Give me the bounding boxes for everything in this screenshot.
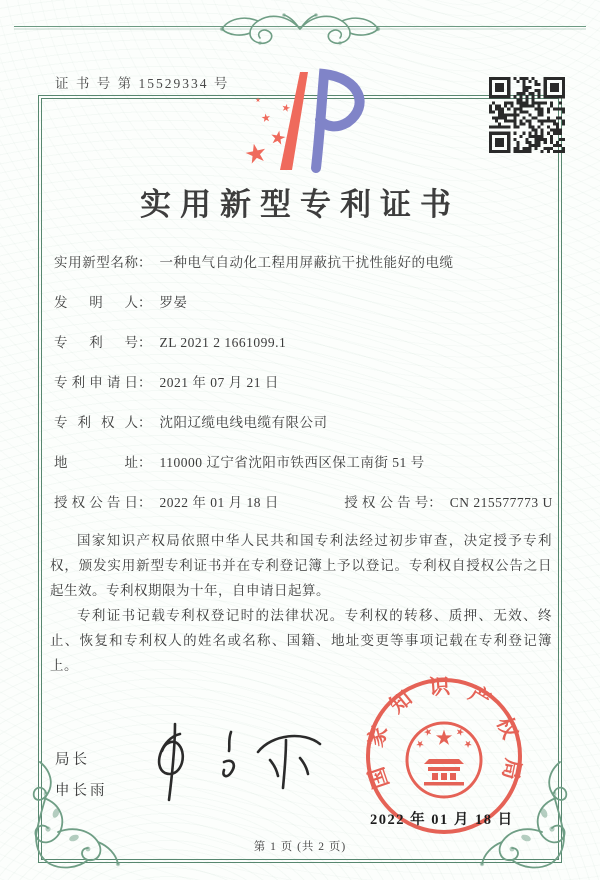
- field-label: 专利申请日: [54, 375, 138, 390]
- handwritten-signature-icon: [128, 718, 338, 810]
- field-colon: ：: [138, 335, 152, 350]
- field-row-patent-no: [54, 333, 554, 373]
- field-value: CN 215577773 U: [449, 495, 553, 510]
- field-value: ZL 2021 2 1661099.1: [159, 335, 287, 350]
- certificate-number: 证 书 号 第 15529334 号: [55, 76, 230, 91]
- national-emblem-icon: [415, 727, 474, 786]
- cnipa-logo-icon: [236, 66, 376, 180]
- field-value: 沈阳辽缆电线电缆有限公司: [159, 415, 328, 430]
- field-label: 授权公告日: [54, 495, 138, 510]
- field-value: 110000 辽宁省沈阳市铁西区保工南街 51 号: [159, 455, 425, 470]
- field-row-name: [54, 253, 554, 293]
- field-value: 一种电气自动化工程用屏蔽抗干扰性能好的电缆: [159, 255, 454, 270]
- field-value: 罗晏: [159, 295, 188, 310]
- field-colon: ：: [138, 495, 152, 510]
- top-center-ornament-icon: [200, 5, 400, 51]
- certificate-title: 实用新型专利证书: [140, 187, 460, 222]
- field-value: 2021 年 07 月 21 日: [159, 375, 279, 390]
- legal-text-section: [50, 528, 552, 678]
- field-row-address: [54, 453, 554, 493]
- field-value: 2022 年 01 月 18 日: [159, 495, 279, 510]
- field-label: 地址: [54, 455, 138, 470]
- field-colon: ：: [138, 415, 152, 430]
- legal-paragraph-1: 国家知识产权局依照中华人民共和国专利法经过初步审查，决定授予专利权，颁发实用新型专利证书并在专利登记簿上予以登记。专利权自授权公告之日起生效。专利权期限为十年，自申请日起算。: [50, 533, 552, 598]
- field-row-inventor: [54, 293, 554, 333]
- fields-section: [54, 253, 554, 533]
- field-label: 专利号: [54, 335, 138, 350]
- field-label: 发明人: [54, 295, 138, 310]
- seal-date: 2022 年 01 月 18 日: [370, 812, 514, 828]
- field-colon: ：: [138, 455, 152, 470]
- field-label: 实用新型名称: [54, 255, 138, 270]
- field-label: 授权公告号: [344, 495, 429, 510]
- field-row-patentee: [54, 413, 554, 453]
- grant-date-pair: [54, 495, 279, 510]
- field-colon: ：: [138, 255, 152, 270]
- field-label: 专利权人: [54, 415, 138, 430]
- grant-no-pair: [344, 495, 553, 510]
- field-colon: ：: [138, 295, 152, 310]
- field-row-filing-date: [54, 373, 554, 413]
- page-footer: 第 1 页 (共 2 页): [253, 841, 347, 853]
- legal-paragraph-2: 专利证书记载专利权登记时的法律状况。专利权的转移、质押、无效、终止、恢复和专利权人的姓名或名称、国籍、地址变更等事项记载在专利登记簿上。: [50, 608, 552, 673]
- field-row-grant: [54, 493, 554, 533]
- field-colon: ：: [138, 375, 152, 390]
- seal-agency-text: 国家知识产权局: [363, 674, 526, 792]
- qr-code: [489, 77, 565, 153]
- officer-name: 申长雨: [55, 783, 108, 799]
- officer-title: 局长: [55, 752, 90, 768]
- field-colon: ：: [428, 495, 442, 510]
